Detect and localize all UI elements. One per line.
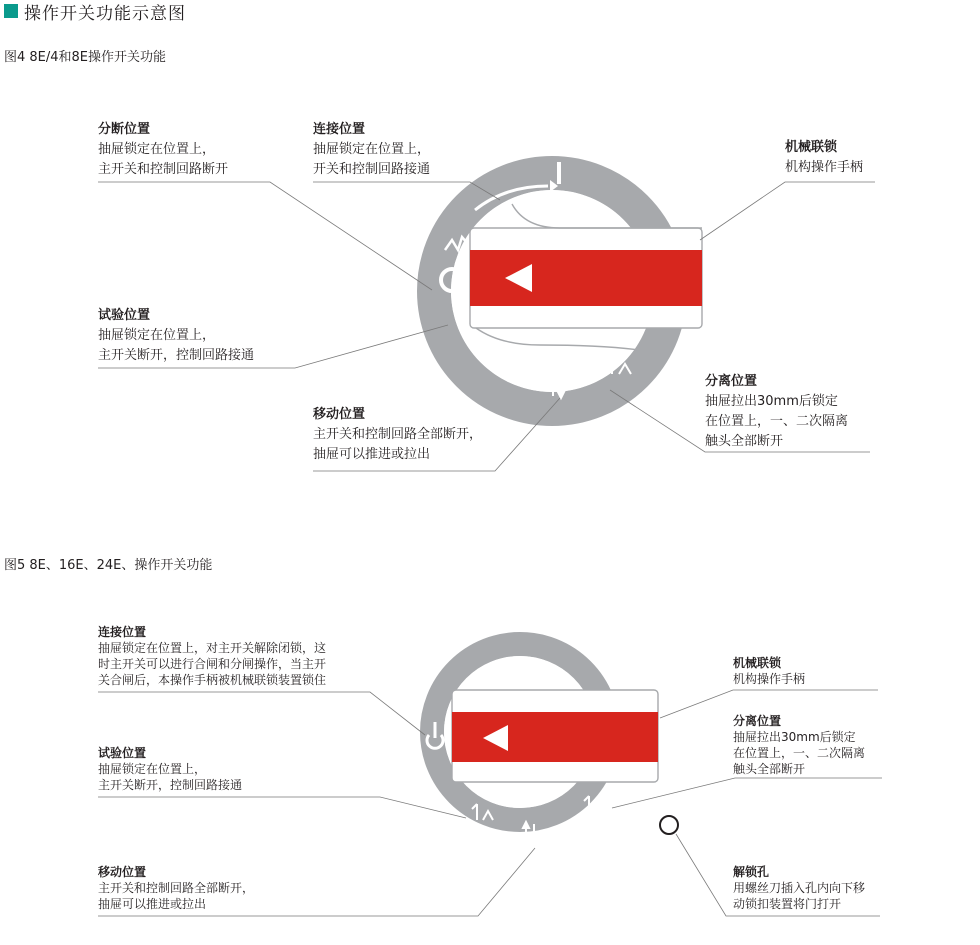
section-title: 操作开关功能示意图: [24, 3, 186, 24]
label-line: 主开关和控制回路全部断开，: [98, 881, 255, 895]
fig4-handle-red: [470, 250, 702, 306]
label-line: 抽屉锁定在位置上，: [98, 142, 216, 157]
label-line: 抽屉锁定在位置上，: [313, 142, 431, 157]
fig4-caption: 图4 8E/4和8E操作开关功能: [4, 50, 167, 65]
fig5-switch: [427, 644, 658, 844]
label-line: 主开关和控制回路断开: [98, 162, 229, 177]
label-line: 时主开关可以进行合闸和分闸操作，当主开: [98, 657, 327, 671]
fig4-on-symbol-icon: [557, 162, 561, 184]
label-title: 移动位置: [98, 865, 147, 879]
label-line: 动锁扣装置将门打开: [733, 897, 842, 911]
label-line: 主开关断开，控制回路接通: [98, 348, 255, 363]
label-line: 抽屉可以推进或拉出: [313, 447, 431, 462]
label-title: 机械联锁: [785, 140, 838, 155]
fig4-label-move: [313, 405, 482, 465]
fig4-label-separate: [705, 372, 848, 452]
label-line: 抽屉锁定在位置上，: [98, 328, 216, 343]
label-line: 触头全部断开: [705, 434, 784, 449]
label-line: 机构操作手柄: [733, 672, 806, 686]
label-line: 开关和控制回路接通: [313, 162, 431, 177]
fig5-label-test: [98, 745, 242, 793]
label-line: 抽屉可以推进或拉出: [98, 897, 207, 911]
label-title: 移动位置: [313, 407, 366, 422]
header-square-icon: [4, 4, 18, 18]
fig4-label-test: [98, 306, 254, 366]
label-title: 试验位置: [98, 746, 147, 760]
label-title: 分离位置: [705, 374, 758, 389]
label-title: 连接位置: [313, 122, 366, 137]
label-line: 抽屉锁定在位置上，: [98, 762, 207, 776]
label-line: 触头全部断开: [733, 762, 806, 776]
label-title: 解锁孔: [733, 865, 770, 879]
section-header: [4, 0, 186, 22]
label-line: 关合闸后，本操作手柄被机械联锁装置锁住: [98, 673, 327, 687]
label-line: 主开关断开，控制回路接通: [98, 778, 243, 792]
label-line: 抽屉拉出30mm后锁定: [705, 394, 838, 409]
fig4-label-disconnect: [98, 120, 228, 180]
fig5-unlock-hole-icon: [660, 816, 678, 834]
fig5-caption: 图5 8E、16E、24E、操作开关功能: [4, 558, 213, 573]
label-line: 抽屉拉出30mm后锁定: [733, 730, 856, 744]
label-line: 机构操作手柄: [785, 160, 864, 175]
label-title: 机械联锁: [733, 656, 782, 670]
label-title: 连接位置: [98, 625, 147, 639]
label-title: 分离位置: [733, 714, 782, 728]
fig4-label-interlock: [785, 138, 863, 178]
fig5-label-separate: [733, 713, 865, 777]
fig4-label-connect: [313, 120, 430, 180]
fig5-label-unlock: [733, 864, 865, 912]
label-title: 分断位置: [98, 122, 151, 137]
fig5-handle-red: [452, 712, 658, 762]
fig5-label-interlock: [733, 655, 805, 687]
label-line: 在位置上，一、二次隔离: [733, 746, 866, 760]
fig4-switch: [434, 162, 702, 409]
label-line: 抽屉锁定在位置上，对主开关解除闭锁，这: [98, 641, 327, 655]
label-title: 试验位置: [98, 308, 151, 323]
fig5-label-move: [98, 864, 254, 912]
fig5-label-connect: [98, 624, 326, 688]
label-line: 主开关和控制回路全部断开，: [313, 427, 483, 442]
label-line: 用螺丝刀插入孔内向下移: [733, 881, 866, 895]
label-line: 在位置上，一、二次隔离: [705, 414, 849, 429]
